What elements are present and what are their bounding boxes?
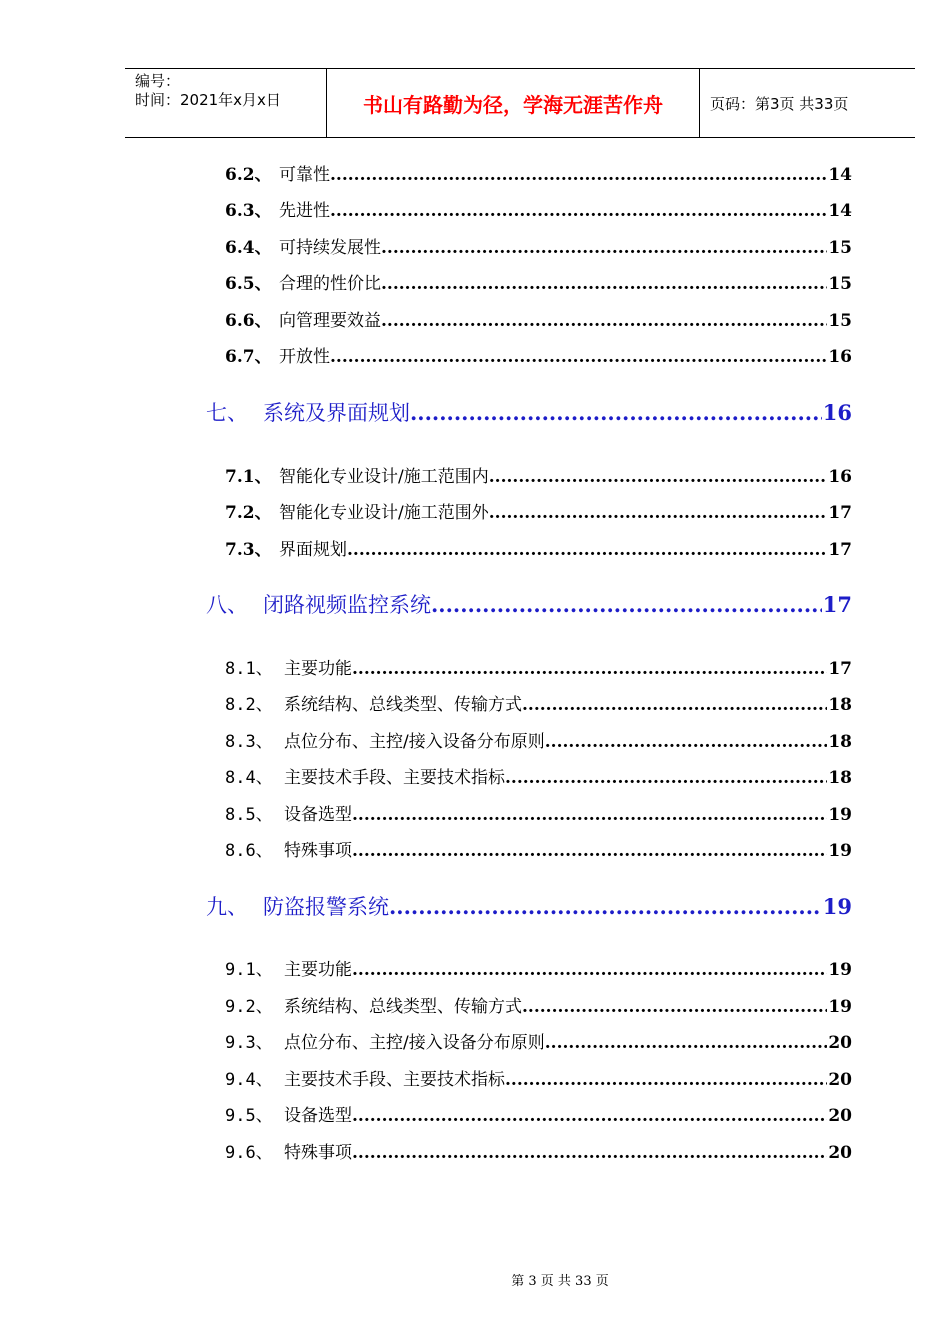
toc-entry-title: 向管理要效益 — [279, 311, 381, 330]
toc-entry-title: 设备选型 — [284, 805, 352, 824]
toc-leader-dots — [352, 960, 827, 979]
toc-entry-title: 智能化专业设计/施工范围内 — [279, 467, 489, 486]
toc-entry-8-6[interactable] — [225, 836, 852, 860]
toc-entry-title: 主要技术手段、主要技术指标 — [284, 768, 505, 787]
toc-entry-title: 特殊事项 — [284, 1143, 352, 1162]
toc-chapter-9[interactable] — [206, 891, 852, 921]
toc-entry-title: 可持续发展性 — [279, 238, 381, 257]
toc-entry-page: 16 — [828, 347, 852, 366]
toc-entry-page: 17 — [828, 659, 852, 678]
toc-entry-number: 9.1、 — [225, 960, 273, 979]
toc-leader-dots — [330, 347, 827, 366]
toc-chapter-number: 九、 — [206, 895, 248, 919]
toc-entry-title: 主要功能 — [284, 960, 352, 979]
toc-entry-page: 14 — [828, 165, 852, 184]
toc-entry-title: 设备选型 — [284, 1106, 352, 1125]
toc-entry-title: 点位分布、主控/接入设备分布原则 — [284, 1033, 545, 1052]
toc-entry-page: 19 — [828, 960, 852, 979]
toc-entry-number: 9.6、 — [225, 1143, 273, 1162]
toc-chapter-title: 闭路视频监控系统 — [263, 593, 431, 617]
toc-leader-dots — [489, 503, 828, 522]
toc-entry-number: 8.5、 — [225, 805, 273, 824]
toc-entry-page: 17 — [828, 540, 852, 559]
toc-entry-number: 8.3、 — [225, 732, 273, 751]
doc-time-label: 时间：2021年x月x日 — [135, 91, 281, 109]
toc-entry-7-3[interactable] — [225, 535, 852, 559]
toc-entry-number: 9.5、 — [225, 1106, 273, 1125]
toc-leader-dots — [381, 311, 827, 330]
toc-entry-number: 8.4、 — [225, 768, 273, 787]
toc-leader-dots — [352, 1106, 827, 1125]
toc-entry-page: 20 — [828, 1070, 852, 1089]
toc-entry-title: 先进性 — [279, 201, 330, 220]
toc-leader-dots — [330, 165, 827, 184]
toc-entry-number: 8.1、 — [225, 659, 273, 678]
toc-entry-9-2[interactable] — [225, 992, 852, 1016]
toc-leader-dots — [545, 732, 828, 751]
toc-entry-number: 9.2、 — [225, 997, 273, 1016]
toc-entry-6-4[interactable] — [225, 233, 852, 257]
toc-entry-8-5[interactable] — [225, 800, 852, 824]
toc-entry-page: 18 — [828, 695, 852, 714]
toc-entry-page: 19 — [828, 805, 852, 824]
toc-entry-page: 15 — [828, 311, 852, 330]
toc-leader-dots — [352, 841, 827, 860]
toc-entry-6-6[interactable] — [225, 306, 852, 330]
toc-entry-9-6[interactable] — [225, 1138, 852, 1162]
toc-entry-title: 主要技术手段、主要技术指标 — [284, 1070, 505, 1089]
toc-entry-page: 19 — [828, 997, 852, 1016]
toc-entry-page: 19 — [828, 841, 852, 860]
toc-entry-9-4[interactable] — [225, 1065, 852, 1089]
header-meta — [125, 69, 327, 137]
toc-entry-9-1[interactable] — [225, 955, 852, 979]
toc-chapter-page: 19 — [822, 894, 852, 919]
toc-entry-page: 15 — [828, 274, 852, 293]
toc-chapter-title: 防盗报警系统 — [263, 895, 389, 919]
toc-entry-title: 系统结构、总线类型、传输方式 — [284, 695, 522, 714]
toc-entry-title: 合理的性价比 — [279, 274, 381, 293]
toc-entry-6-7[interactable] — [225, 342, 852, 366]
toc-entry-6-2[interactable] — [225, 160, 852, 184]
toc-entry-page: 17 — [828, 503, 852, 522]
toc-entry-7-1[interactable] — [225, 462, 852, 486]
toc-entry-number: 6.3、 — [225, 201, 272, 220]
toc-entry-number: 9.4、 — [225, 1070, 273, 1089]
toc-leader-dots — [381, 274, 827, 293]
toc-entry-9-5[interactable] — [225, 1101, 852, 1125]
toc-entry-page: 18 — [828, 732, 852, 751]
toc-entry-number: 8.6、 — [225, 841, 273, 860]
toc-chapter-number: 七、 — [206, 401, 248, 425]
page-footer — [0, 1270, 950, 1289]
toc-entry-number: 7.1、 — [225, 467, 272, 486]
toc-leader-dots — [389, 894, 822, 919]
toc-entry-number: 7.3、 — [225, 540, 272, 559]
toc-entry-page: 20 — [828, 1033, 852, 1052]
toc-leader-dots — [381, 238, 827, 257]
toc-entry-title: 点位分布、主控/接入设备分布原则 — [284, 732, 545, 751]
toc-leader-dots — [431, 592, 822, 617]
toc-entry-7-2[interactable] — [225, 498, 852, 522]
toc-entry-page: 18 — [828, 768, 852, 787]
toc-leader-dots — [522, 695, 827, 714]
toc-entry-number: 6.5、 — [225, 274, 272, 293]
toc-chapter-7[interactable] — [206, 397, 852, 427]
toc-chapter-number: 八、 — [206, 593, 248, 617]
header-motto: 书山有路勤为径，学海无涯苦作舟 — [327, 69, 700, 137]
toc-chapter-page: 16 — [822, 400, 852, 425]
toc-entry-8-4[interactable] — [225, 763, 852, 787]
toc-entry-title: 特殊事项 — [284, 841, 352, 860]
toc-leader-dots — [352, 1143, 827, 1162]
toc-leader-dots — [505, 768, 827, 787]
toc-entry-9-3[interactable] — [225, 1028, 852, 1052]
toc-entry-page: 20 — [828, 1106, 852, 1125]
toc-entry-page: 15 — [828, 238, 852, 257]
toc-entry-title: 系统结构、总线类型、传输方式 — [284, 997, 522, 1016]
toc-entry-8-2[interactable] — [225, 690, 852, 714]
toc-entry-page: 14 — [828, 201, 852, 220]
toc-entry-number: 8.2、 — [225, 695, 273, 714]
toc-leader-dots — [522, 997, 827, 1016]
toc-entry-number: 6.4、 — [225, 238, 272, 257]
toc-entry-8-3[interactable] — [225, 727, 852, 751]
toc-entry-6-5[interactable] — [225, 269, 852, 293]
toc-entry-title: 可靠性 — [279, 165, 330, 184]
header-page-info: 页码：第3页 共33页 — [710, 94, 849, 113]
page-header — [125, 68, 915, 138]
toc-leader-dots — [545, 1033, 828, 1052]
toc-leader-dots — [352, 805, 827, 824]
toc-entry-title: 主要功能 — [284, 659, 352, 678]
toc-chapter-8[interactable] — [206, 589, 852, 619]
toc-entry-number: 6.7、 — [225, 347, 272, 366]
toc-entry-6-3[interactable] — [225, 196, 852, 220]
toc-leader-dots — [330, 201, 827, 220]
toc-entry-number: 7.2、 — [225, 503, 272, 522]
doc-number-label: 编号： — [135, 72, 181, 90]
toc-entry-title: 界面规划 — [279, 540, 347, 559]
toc-leader-dots — [352, 659, 827, 678]
toc-chapter-title: 系统及界面规划 — [263, 401, 410, 425]
toc-leader-dots — [410, 400, 822, 425]
toc-entry-8-1[interactable] — [225, 654, 852, 678]
footer-page-number: 第 3 页 共 33 页 — [511, 1274, 609, 1289]
toc-chapter-page: 17 — [822, 592, 852, 617]
toc-entry-number: 6.2、 — [225, 165, 272, 184]
toc-entry-number: 9.3、 — [225, 1033, 273, 1052]
toc-leader-dots — [347, 540, 827, 559]
toc-entry-title: 开放性 — [279, 347, 330, 366]
toc-entry-page: 20 — [828, 1143, 852, 1162]
toc-entry-title: 智能化专业设计/施工范围外 — [279, 503, 489, 522]
toc-entry-page: 16 — [828, 467, 852, 486]
toc-leader-dots — [505, 1070, 827, 1089]
toc-entry-number: 6.6、 — [225, 311, 272, 330]
toc-leader-dots — [489, 467, 828, 486]
